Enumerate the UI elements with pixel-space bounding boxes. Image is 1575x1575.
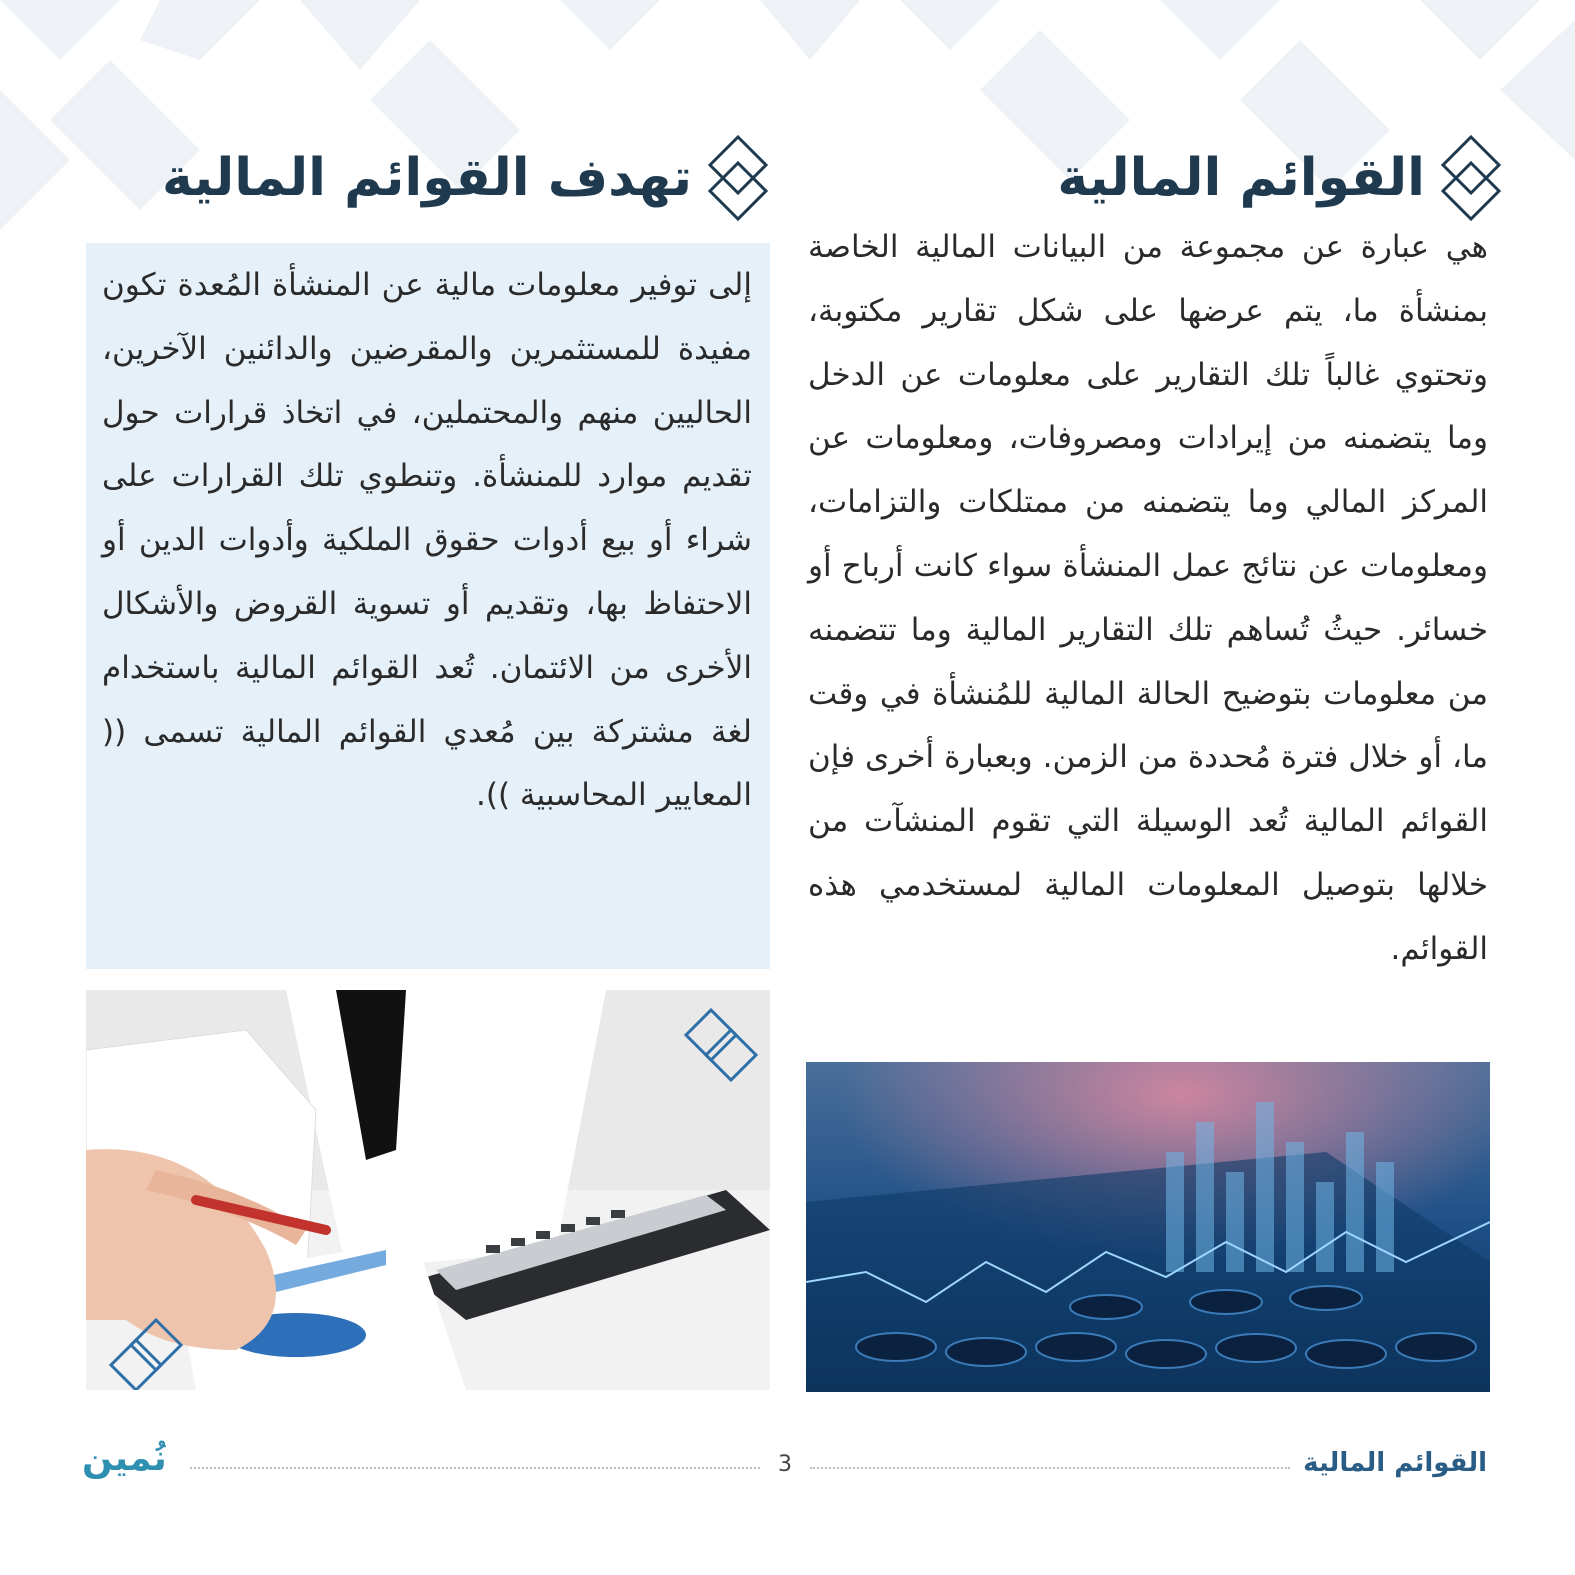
heading-text: القوائم المالية (1057, 148, 1425, 208)
calculator-photo (86, 990, 770, 1390)
heading-text: تهدف القوائم المالية (161, 148, 692, 208)
definition-paragraph: هي عبارة عن مجموعة من البيانات المالية الخاصة بمنشأة ما، يتم عرضها على شكل تقارير مكتوبة، وتحتوي غالباً تلك التقارير على معلومات عن الدخل وما يتضمنه من إيرادات ومصروفات، ومعلومات عن المركز المالي وما يتضمنه من ممتلكات والتزامات، ومعلومات عن نتائج عمل المنشأة سواء كانت أرباح أو خسائر. حيثُ تُساهم تلك التقارير المالية وما تتضمنه من معلومات بتوضيح الحالة المالية للمُنشأة في وقت ما، أو خلال فترة مُحددة من الزمن. وبعبارة أخرى فإن القوائم المالية تُعد الوسيلة التي تقوم المنشآت من خلالها بتوصيل المعلومات المالية لمستخدمي هذه القوائم. (808, 229, 1488, 967)
heading-financial-statements (1057, 128, 1503, 228)
heading-objectives (162, 128, 770, 228)
diamond-logo-icon (706, 133, 770, 223)
footer-divider (190, 1467, 760, 1469)
objectives-paragraph: إلى توفير معلومات مالية عن المنشأة المُعدة تكون مفيدة للمستثمرين والمقرضين والدائنين الآخرين، الحاليين منهم والمحتملين، في اتخاذ قرارات حول تقديم موارد للمنشأة. وتنطوي تلك القرارات على شراء أو بيع أدوات حقوق الملكية وأدوات الدين أو الاحتفاظ بها، وتقديم أو تسوية القروض والأشكال الأخرى من الائتمان. تُعد القوائم المالية باستخدام لغة مشتركة بين مُعدي القوائم المالية تسمى (( المعايير المحاسبية )). (102, 267, 752, 814)
footer-title: القوائم المالية (1303, 1448, 1487, 1478)
diamond-logo-icon (1439, 133, 1503, 223)
page-number: 3 (778, 1452, 792, 1477)
finance-chart-photo (806, 1062, 1490, 1392)
footer-divider (810, 1467, 1290, 1469)
brand-logo: نُمين (82, 1438, 167, 1479)
